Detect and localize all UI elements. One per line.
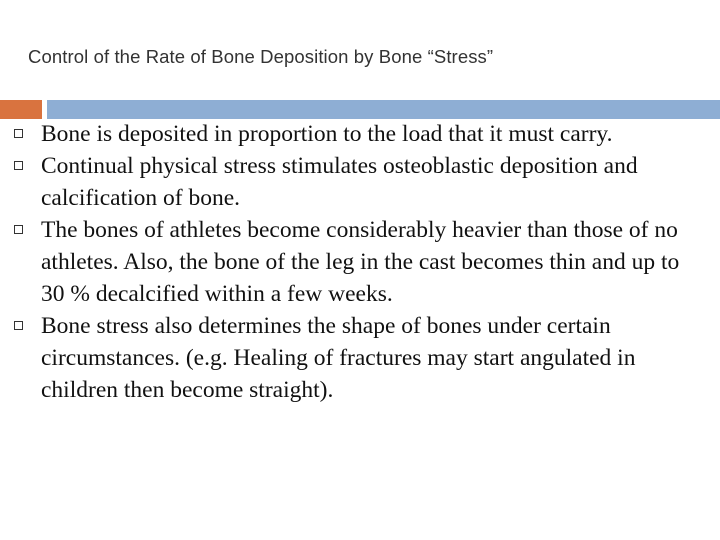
bullet-text: Bone is deposited in proportion to the load that it must carry. xyxy=(41,121,613,147)
hollow-square-bullet-icon xyxy=(14,129,23,138)
bullet-text: Bone stress also determines the shape of bones under certain circumstances. (e.g. Healing of fractures may start angulated in children then become straight). xyxy=(41,313,636,403)
bullet-text: The bones of athletes become considerably heavier than those of no athletes. Also, the bone of the leg in the cast becomes thin and up to 30 % decalcified within a few weeks. xyxy=(41,217,680,307)
bullet-text: Continual physical stress stimulates osteoblastic deposition and calcification of bone. xyxy=(41,153,638,211)
hollow-square-bullet-icon xyxy=(14,321,23,330)
bullet-item xyxy=(0,214,720,310)
title-rule-accent xyxy=(0,100,42,119)
bullet-item xyxy=(0,150,720,214)
slide-title: Control of the Rate of Bone Deposition by Bone “Stress” xyxy=(28,46,494,67)
bullet-list xyxy=(0,118,720,406)
title-rule xyxy=(47,100,720,119)
bullet-item xyxy=(0,118,720,150)
hollow-square-bullet-icon xyxy=(14,225,23,234)
hollow-square-bullet-icon xyxy=(14,161,23,170)
bullet-item xyxy=(0,310,720,406)
